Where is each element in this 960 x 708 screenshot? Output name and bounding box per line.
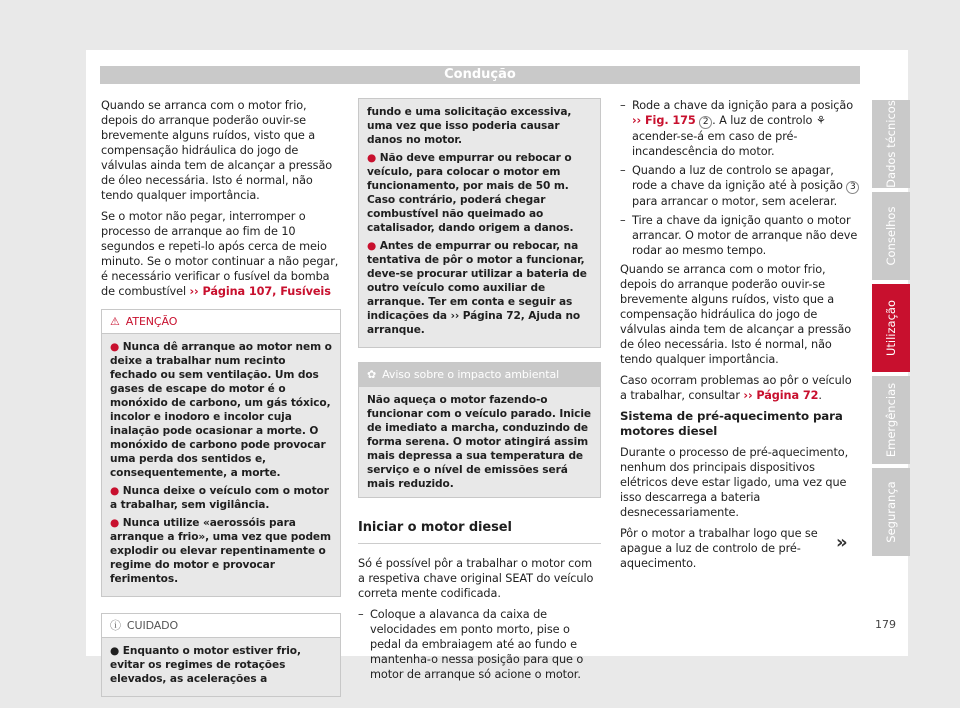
position-number: 2 <box>699 116 712 129</box>
warning-body <box>102 334 340 596</box>
paragraph: Quando se arranca com o motor frio, depois do arranque poderão ouvir-se brevemente alguns ruídos, visto que a compensação hidráulica do jogo de válvulas ainda tem de alcançar a pressão de óleo necessária. Isto é normal, não tendo qualquer importância. <box>101 99 333 202</box>
paragraph: Só é possível pôr a trabalhar o motor com a respetiva chave original SEAT do veículo correta mente codificada. <box>358 557 594 600</box>
warning-body <box>359 99 600 347</box>
environment-body: Não aqueça o motor fazendo-o funcionar com o veículo parado. Inicie de imediato a marcha, conduzindo de forma serena. O motor atingirá assim mais depressa a sua temperatura de serviço e o nível de emissões será mais reduzido. <box>367 394 591 490</box>
caution-body <box>102 638 340 696</box>
environment-header <box>359 363 600 387</box>
paragraph: Pôr o motor a trabalhar logo que se apague a luz de controlo de pré-aquecimento. <box>620 527 818 570</box>
environment-icon: ✿ <box>367 368 377 381</box>
list-item: ● Nunca deixe o veículo com o motor a trabalhar, sem vigilância. <box>110 485 329 511</box>
warning-header <box>102 310 340 334</box>
paragraph: Quando se arranca com o motor frio, depois do arranque poderão ouvir-se brevemente alguns ruídos, visto que a compensação hidráulica do jogo de válvulas ainda tem de alcançar a pressão de óleo necessária. Isto é normal, não tendo qualquer importância. <box>620 263 852 366</box>
list-item: ● Antes de empurrar ou rebocar, na tentativa de pôr o motor a funcionar, deve-se procurar utilizar a bateria de outro veículo como auxiliar de arranque. Ter em conta e seguir as indicações da ›› Página 72, Ajuda no arranque. <box>367 240 587 336</box>
list-item: – Quando a luz de controlo se apagar, rode a chave da ignição até à posição 3 para arrancar o motor, sem acelerar. <box>620 163 860 209</box>
page-reference-link[interactable]: ›› Página 107, Fusíveis <box>189 285 331 298</box>
caution-box <box>101 613 341 697</box>
tab-emergencias[interactable]: Emergências <box>872 376 910 464</box>
section-title: Iniciar o motor diesel <box>358 520 601 544</box>
paragraph: Caso ocorram problemas ao pôr o veículo a trabalhar, consultar ›› Página 72. <box>620 374 852 402</box>
page-number: 179 <box>875 618 896 631</box>
warning-box <box>101 309 341 597</box>
tab-seguranca[interactable]: Segurança <box>872 468 910 556</box>
list-item: ● Enquanto o motor estiver frio, evitar os regimes de rotações elevados, as acelerações a <box>110 645 301 685</box>
paragraph: Durante o processo de pré-aquecimento, nenhum dos principais dispositivos elétricos deve estar ligado, uma vez que isso descarrega a bateria desnecessariamente. <box>620 446 849 519</box>
list-item: – Rode a chave da ignição para a posição ›› Fig. 175 2 . A luz de controlo ⚘ acender-se-á em caso de pré-incandescência do motor. <box>620 99 854 158</box>
position-number: 3 <box>846 181 859 194</box>
list-item: – Tire a chave da ignição quanto o motor arrancar. O motor de arranque não deve rodar ao mesmo tempo. <box>620 214 858 257</box>
column-3 <box>620 98 860 577</box>
side-tabs <box>872 100 910 560</box>
page-header: Condução <box>100 66 860 84</box>
tab-conselhos[interactable]: Conselhos <box>872 192 910 280</box>
list-item: fundo e uma solicitação excessiva, uma vez que isso poderia causar danos no motor. <box>367 106 572 146</box>
environment-title: Aviso sobre o impacto ambiental <box>382 368 560 381</box>
caution-title: CUIDADO <box>126 619 179 632</box>
warning-title: ATENÇÃO <box>125 315 178 328</box>
subsection-title: Sistema de pré-aquecimento para motores diesel <box>620 409 843 438</box>
figure-reference-link[interactable]: ›› Fig. 175 <box>632 114 696 127</box>
warning-box-continued <box>358 98 601 348</box>
warning-icon: ⚠ <box>110 315 120 328</box>
environment-box <box>358 362 601 498</box>
caution-header <box>102 614 340 638</box>
list-item: ● Nunca utilize «aerossóis para arranque a frio», uma vez que podem explodir ou elevar repentinamente o regime do motor e provocar ferimentos. <box>110 517 331 585</box>
list-item: ● Não deve empurrar ou rebocar o veículo, para colocar o motor em funcionamento, por mais de 50 m. Caso contrário, poderá chegar combustível não queimado ao catalisador, dando origem a danos. <box>367 152 574 234</box>
page-reference-link[interactable]: ›› Página 72 <box>743 389 819 402</box>
continue-marker: » <box>836 532 848 553</box>
list-item: – Coloque a alavanca da caixa de velocidades em ponto morto, pise o pedal da embraiagem até ao fundo e mantenha-o nessa posição para que o motor de arranque só acione o motor. <box>358 608 584 681</box>
tab-utilizacao[interactable]: Utilização <box>872 284 910 372</box>
list-item: ● Nunca dê arranque ao motor nem o deixe a trabalhar num recinto fechado ou sem ventilação. Um dos gases de escape do motor é o monóxido de carbono, um gás tóxico, incolor e inodoro e incolor cuja inalação pode ocasionar a morte. O monóxido de carbono pode provocar uma perda dos sentidos e, consequentemente, a morte. <box>110 341 332 479</box>
column-2 <box>358 98 601 686</box>
column-1 <box>101 98 341 697</box>
paragraph: Se o motor não pegar, interromper o processo de arranque ao fim de 10 segundos e repeti-lo após cerca de meio minuto. Se o motor continuar a não pegar, é necessário verificar o fusível da bomba de combustível ›› Página 107, Fusíveis <box>101 210 339 298</box>
caution-icon: ⓘ <box>110 619 121 632</box>
tab-dados-tecnicos[interactable]: Dados técnicos <box>872 100 910 188</box>
